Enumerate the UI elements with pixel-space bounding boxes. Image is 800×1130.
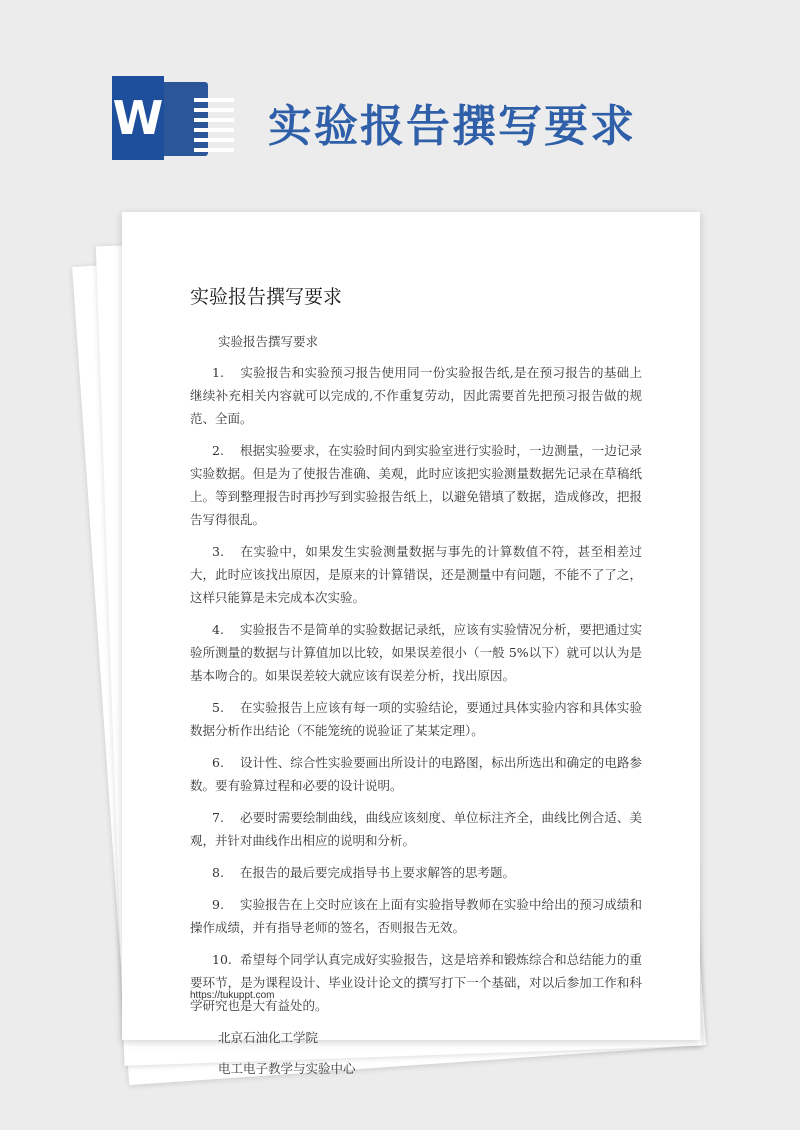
item-text: 实验报告不是简单的实验数据记录纸，应该有实验情况分析，要把通过实验所测量的数据与计算值加以比较，如果误差很小（一般 5%以下）就可以认为是基本吻合的。如果误差较大就应该有误差分析，找出原因。 [190,622,642,683]
list-item [190,439,642,531]
word-w-badge [112,76,164,160]
item-text: 实验报告和实验预习报告使用同一份实验报告纸,是在预习报告的基础上继续补充相关内容就可以完成的,不作重复劳动，因此需要首先把预习报告做的规范、全面。 [190,365,642,426]
department-name: 电工电子教学与实验中心 [218,1061,356,1076]
list-item [190,861,642,884]
logo-letter: W [112,91,164,145]
item-text: 设计性、综合性实验要画出所设计的电路图，标出所选出和确定的电路参数。要有验算过程和必要的设计说明。 [190,755,642,793]
document-page [122,212,700,1076]
item-text: 根据实验要求，在实验时间内到实验室进行实验时，一边测量，一边记录实验数据。但是为了使报告准确、美观，此时应该把实验测量数据先记录在草稿纸上。等到整理报告时再抄写到实验报告纸上，以避免错填了数据，造成修改，把报告写得很乱。 [190,443,642,527]
document-subtitle: 实验报告撰写要求 [218,334,319,349]
list-item [190,540,642,609]
item-text: 在实验中，如果发生实验测量数据与事先的计算数值不符，甚至相差过大，此时应该找出原因，是原来的计算错误，还是测量中有问题，不能不了了之，这样只能算是未完成本次实验。 [190,544,642,605]
list-item [190,893,642,939]
item-number: 5. [212,700,224,715]
list-item [190,751,642,797]
item-text: 在报告的最后要完成指导书上要求解答的思考题。 [240,865,516,880]
list-item [190,618,642,687]
item-text: 在实验报告上应该有每一项的实验结论，要通过具体实验内容和具体实验数据分析作出结论（不能笼统的说验证了某某定理）。 [190,700,642,738]
item-number: 7. [212,810,224,825]
institution-name: 北京石油化工学院 [218,1030,319,1045]
item-number: 2. [212,443,224,458]
item-text: 希望每个同学认真完成好实验报告，这是培养和锻炼综合和总结能力的重要环节，是为课程设计、毕业设计论文的撰写打下一个基础，对以后参加工作和科学研究也是大有益处的。 [190,952,642,1013]
item-number: 1. [212,365,224,380]
item-number: 8. [212,865,224,880]
list-item [190,696,642,742]
item-number: 3. [212,544,224,559]
document-title: 实验报告撰写要求 [190,286,343,308]
item-number: 9. [212,897,224,912]
list-item [190,806,642,852]
item-text: 实验报告在上交时应该在上面有实验指导教师在实验中给出的预习成绩和操作成绩，并有指导老师的签名，否则报告无效。 [190,897,642,935]
item-text: 必要时需要绘制曲线，曲线应该刻度、单位标注齐全，曲线比例合适、美观，并针对曲线作出相应的说明和分析。 [190,810,642,848]
item-number: 4. [212,622,224,637]
banner-title: 实验报告撰写要求 [268,101,636,152]
document-body [190,330,642,1088]
item-number: 6. [212,755,224,770]
list-item [190,948,642,1017]
source-url-link[interactable]: https://tukuppt.com [190,990,275,1001]
list-item [190,361,642,430]
item-number: 10. [212,952,232,967]
word-logo [112,76,212,160]
